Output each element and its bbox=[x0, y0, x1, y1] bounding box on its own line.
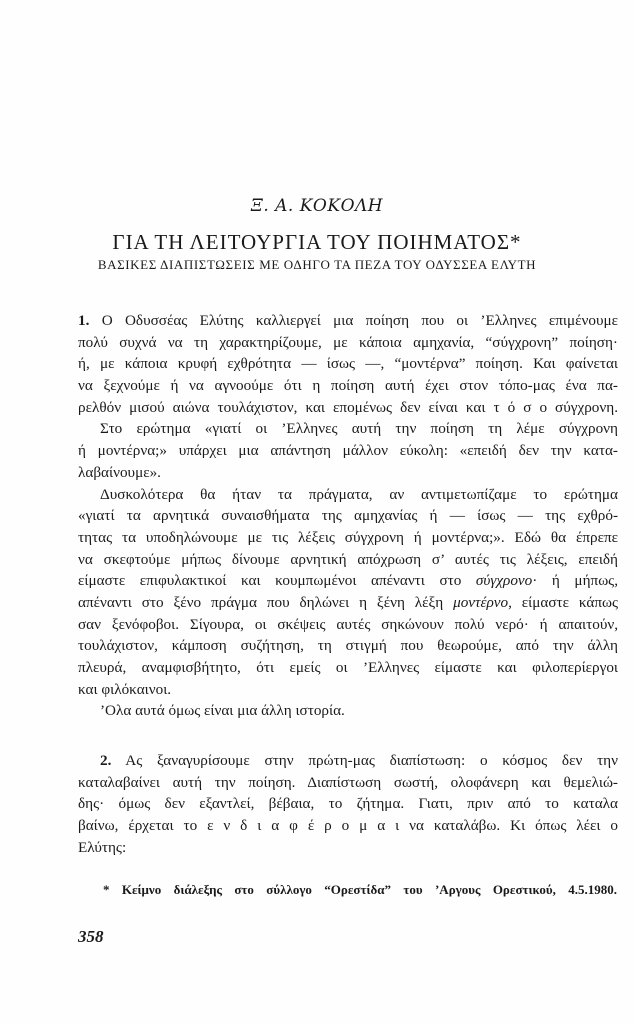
text-line bbox=[78, 679, 618, 701]
footnote: * Κείμνο διάλεξης στο σύλλογο “Ορεστίδα” του ’Αργους Ορεστικού, 4.5.1980. bbox=[103, 882, 617, 897]
text-span: Ας ξαναγυρίσουμε στην πρώτη-μας διαπίστωση: ο κόσμος δεν την bbox=[111, 752, 618, 769]
text-span: δης· όμως δεν εξαντλεί, βέβαια, το ζήτημα. Γιατι, πριν από το καταλα bbox=[78, 795, 618, 813]
text-span: και φιλόκαινοι. bbox=[78, 680, 172, 698]
text-span: καταλαβαίνει αυτή την ποίηση. Διαπίστωση σωστή, ολοφάνερη και θεμελιώ- bbox=[78, 773, 618, 791]
text-span: ’Ολα αυτά όμως είναι μια άλλη ιστορία. bbox=[100, 702, 345, 720]
text-span: λαβαίνουμε». bbox=[78, 463, 161, 481]
italic-text: σύγχρονο bbox=[475, 572, 533, 590]
article-title: ΓΙΑ ΤΗ ΛΕΙΤΟΥΡΓΙΑ ΤΟΥ ΠΟΙΗΜΑΤΟΣ* bbox=[112, 230, 522, 254]
text-line bbox=[78, 750, 618, 772]
author-name: Ξ. Α. ΚΟΚΟΛΗ bbox=[250, 196, 384, 216]
text-line bbox=[78, 310, 618, 332]
text-span: τουλάχιστον, κάμποση συζήτηση, τη στιγμή που θεωρούμε, από την άλλη bbox=[78, 637, 618, 655]
text-line bbox=[78, 700, 618, 722]
text-span: πολύ συχνά να τη χαρακτηρίζουμε, με κάποια αμηχανία, “σύγχρονη” ποίηση· bbox=[78, 333, 618, 351]
text-span: ή, με κάποια κρυφή εχθρότητα — ίσως —, “μοντέρνα” ποίηση. Και φαίνεται bbox=[78, 355, 618, 373]
section-1 bbox=[78, 310, 618, 722]
text-span: Ο Οδυσσέας Ελύτης καλλιεργεί μια ποίηση που οι ’Ελληνες επιμένουμε bbox=[89, 312, 618, 329]
text-span: · ή μήπως, bbox=[532, 572, 618, 590]
italic-text: μοντέρνο bbox=[453, 593, 509, 611]
page-number: 358 bbox=[78, 927, 104, 946]
text-line bbox=[78, 570, 618, 592]
text-span: Ελύτης: bbox=[78, 838, 127, 856]
section-number: 2. bbox=[100, 752, 112, 769]
text-line bbox=[78, 353, 618, 375]
text-span: σαν ξενόφοβοι. Σίγουρα, οι σκέψεις αυτές σηκώνουν πολύ νερό· ή απαιτούν, bbox=[78, 615, 618, 633]
text-line bbox=[78, 440, 618, 462]
text-span: , είμαστε κάπως bbox=[508, 593, 618, 611]
text-line bbox=[78, 375, 618, 397]
text-span: να σκεφτούμε μήπως δίνουμε αρνητική απόχρωση σ’ αυτές τις λέξεις, επειδή bbox=[78, 550, 618, 568]
text-line bbox=[78, 462, 618, 484]
text-span: ή μοντέρνα;» υπάρχει μια απάντηση μάλλον εύκολη: «επειδή δεν την κατα- bbox=[78, 442, 618, 460]
text-span: πλευρά, αναμφισβήτητο, ότι εμείς οι ’Ελληνες είμαστε και φιλοπερίεργοι bbox=[78, 659, 618, 676]
text-span: «γιατί τα αρνητικά συναισθήματα της αμηχανίας ή — ίσως — της εχθρό- bbox=[78, 507, 618, 525]
section-number: 1. bbox=[78, 312, 90, 329]
text-span: να ξεχνούμε ή να αγνοούμε ότι η ποίηση αυτή έχει στον τόπο-μας ένα πα- bbox=[78, 377, 618, 395]
text-span: είμαστε επιφυλακτικοί και κουμπωμένοι απέναντι στο bbox=[78, 572, 476, 590]
text-line bbox=[78, 657, 618, 679]
text-line bbox=[78, 793, 618, 815]
text-line bbox=[78, 397, 618, 419]
text-line bbox=[78, 614, 618, 636]
article-subtitle: ΒΑΣΙΚΕΣ ΔΙΑΠΙΣΤΩΣΕΙΣ ΜΕ ΟΔΗΓΟ ΤΑ ΠΕΖΑ ΤΟΥ ΟΔΥΣΣΕΑ ΕΛΥΤΗ bbox=[97, 257, 537, 272]
text-span: βαίνω, έρχεται το ε ν δ ι α φ έ ρ ο μ α ι να καταλάβω. Κι όπως λέει ο bbox=[78, 817, 618, 835]
text-span: απέναντι στο ξένο πράγμα που δηλώνει η ξένη λέξη bbox=[78, 593, 454, 611]
text-line bbox=[78, 332, 618, 354]
text-line bbox=[78, 772, 618, 794]
text-line bbox=[78, 592, 618, 614]
section-2 bbox=[78, 750, 618, 858]
text-line bbox=[78, 549, 618, 571]
text-line bbox=[78, 418, 618, 440]
text-line bbox=[78, 815, 618, 837]
text-line bbox=[78, 527, 618, 549]
text-line bbox=[78, 505, 618, 527]
text-span: τητας τα υποδηλώνουμε με τις λέξεις σύγχρονη ή μοντέρνα;». Εδώ θα έπρεπε bbox=[78, 528, 618, 546]
text-span: Στο ερώτημα «γιατί οι ’Ελληνες αυτή την ποίηση τη λέμε σύγχρονη bbox=[100, 420, 618, 438]
text-span: ρελθόν μισού αιώνα τουλάχιστον, και επομένως δεν είναι και τ ό σ ο σύγχρονη. bbox=[78, 398, 618, 416]
text-span: Δυσκολότερα θα ήταν τα πράγματα, αν αντιμετωπίζαμε το ερώτημα bbox=[100, 485, 618, 503]
text-line bbox=[78, 837, 618, 859]
text-line bbox=[78, 635, 618, 657]
text-line bbox=[78, 484, 618, 506]
